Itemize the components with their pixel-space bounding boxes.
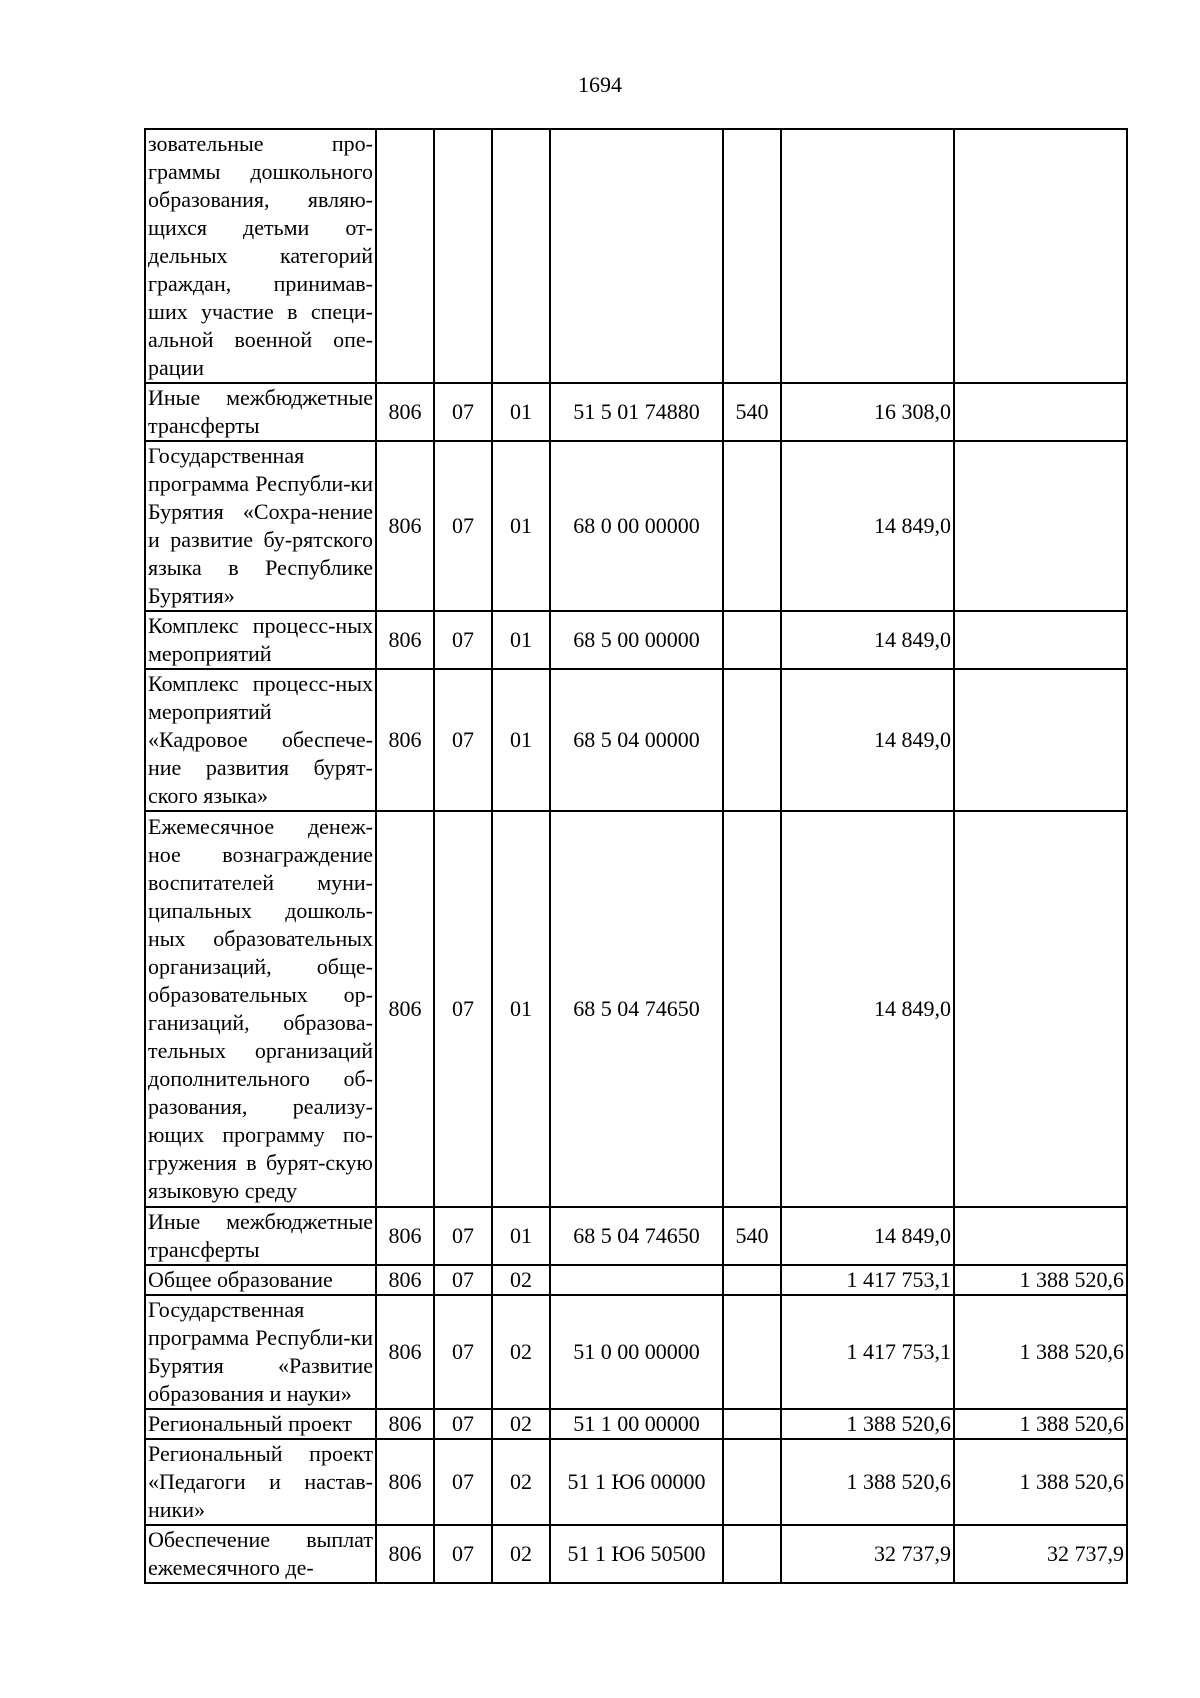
cell-amount-1: 1 417 753,1 bbox=[781, 1295, 954, 1409]
row-name: Государственная программа Республи-ки Бурятия «Сохра-нение и развитие бу-рятского языка в Республике Бурятия» bbox=[145, 441, 376, 611]
cell-podrazdel: 01 bbox=[492, 811, 550, 1207]
cell-ved: 806 bbox=[376, 811, 434, 1207]
cell-podrazdel: 02 bbox=[492, 1409, 550, 1439]
cell-amount-1: 14 849,0 bbox=[781, 811, 954, 1207]
row-name: Региональный проект «Педагоги и настав-ники» bbox=[145, 1439, 376, 1525]
cell-amount-2 bbox=[954, 1207, 1127, 1265]
cell-amount-1 bbox=[781, 129, 954, 383]
cell-amount-2 bbox=[954, 129, 1127, 383]
cell-razdel: 07 bbox=[434, 1409, 492, 1439]
cell-target-article: 51 1 Ю6 00000 bbox=[550, 1439, 723, 1525]
cell-razdel: 07 bbox=[434, 1439, 492, 1525]
cell-target-article: 51 1 Ю6 50500 bbox=[550, 1525, 723, 1583]
cell-razdel: 07 bbox=[434, 383, 492, 441]
cell-ved: 806 bbox=[376, 1409, 434, 1439]
cell-amount-2: 1 388 520,6 bbox=[954, 1265, 1127, 1295]
cell-expense-type bbox=[723, 1295, 781, 1409]
table-row bbox=[145, 1207, 1127, 1265]
cell-target-article bbox=[550, 129, 723, 383]
table-row bbox=[145, 383, 1127, 441]
cell-expense-type bbox=[723, 1265, 781, 1295]
table-row bbox=[145, 129, 1127, 383]
cell-expense-type bbox=[723, 129, 781, 383]
cell-ved: 806 bbox=[376, 1525, 434, 1583]
cell-amount-2: 32 737,9 bbox=[954, 1525, 1127, 1583]
cell-amount-1: 1 388 520,6 bbox=[781, 1409, 954, 1439]
table-row bbox=[145, 441, 1127, 611]
cell-amount-2 bbox=[954, 611, 1127, 669]
row-name: Иные межбюджетные трансферты bbox=[145, 383, 376, 441]
table-row bbox=[145, 1409, 1127, 1439]
cell-amount-2: 1 388 520,6 bbox=[954, 1409, 1127, 1439]
cell-target-article: 68 5 00 00000 bbox=[550, 611, 723, 669]
cell-podrazdel: 02 bbox=[492, 1525, 550, 1583]
cell-amount-1: 1 417 753,1 bbox=[781, 1265, 954, 1295]
cell-expense-type bbox=[723, 1439, 781, 1525]
cell-razdel bbox=[434, 129, 492, 383]
row-name: Обеспечение выплат ежемесячного де- bbox=[145, 1525, 376, 1583]
table-row bbox=[145, 1265, 1127, 1295]
cell-amount-2: 1 388 520,6 bbox=[954, 1295, 1127, 1409]
page-number: 1694 bbox=[578, 72, 622, 97]
cell-podrazdel: 02 bbox=[492, 1265, 550, 1295]
table-row bbox=[145, 1525, 1127, 1583]
cell-amount-2 bbox=[954, 811, 1127, 1207]
cell-target-article: 68 5 04 74650 bbox=[550, 811, 723, 1207]
table-row bbox=[145, 1295, 1127, 1409]
cell-podrazdel: 01 bbox=[492, 611, 550, 669]
cell-podrazdel: 01 bbox=[492, 441, 550, 611]
cell-expense-type bbox=[723, 669, 781, 811]
cell-expense-type bbox=[723, 441, 781, 611]
cell-ved: 806 bbox=[376, 669, 434, 811]
row-name: зовательные про-граммы дошкольного образования, являю-щихся детьми от-дельных категорий граждан, принимав-ших участие в специ-альной военной опе-рации bbox=[145, 129, 376, 383]
cell-podrazdel: 02 bbox=[492, 1439, 550, 1525]
cell-target-article bbox=[550, 1265, 723, 1295]
table-row bbox=[145, 1439, 1127, 1525]
cell-target-article: 51 5 01 74880 bbox=[550, 383, 723, 441]
budget-table bbox=[144, 128, 1128, 1584]
cell-expense-type bbox=[723, 811, 781, 1207]
cell-amount-1: 14 849,0 bbox=[781, 669, 954, 811]
cell-ved: 806 bbox=[376, 1207, 434, 1265]
cell-amount-2 bbox=[954, 669, 1127, 811]
cell-amount-1: 16 308,0 bbox=[781, 383, 954, 441]
table-row bbox=[145, 811, 1127, 1207]
row-name: Ежемесячное денеж-ное вознаграждение воспитателей муни-ципальных дошколь-ных образовательных организаций, обще-образовательных ор-ганизаций, образова-тельных организаций дополнительного об-разования, реализу-ющих программу по-гружения в бурят-скую языковую среду bbox=[145, 811, 376, 1207]
cell-target-article: 68 0 00 00000 bbox=[550, 441, 723, 611]
cell-expense-type bbox=[723, 611, 781, 669]
cell-amount-2 bbox=[954, 383, 1127, 441]
cell-amount-1: 14 849,0 bbox=[781, 441, 954, 611]
cell-target-article: 68 5 04 74650 bbox=[550, 1207, 723, 1265]
row-name: Комплекс процесс-ных мероприятий bbox=[145, 611, 376, 669]
cell-podrazdel: 02 bbox=[492, 1295, 550, 1409]
cell-podrazdel bbox=[492, 129, 550, 383]
table-row bbox=[145, 669, 1127, 811]
cell-podrazdel: 01 bbox=[492, 383, 550, 441]
cell-ved: 806 bbox=[376, 1295, 434, 1409]
row-name: Региональный проект bbox=[145, 1409, 376, 1439]
cell-amount-2: 1 388 520,6 bbox=[954, 1439, 1127, 1525]
cell-razdel: 07 bbox=[434, 1525, 492, 1583]
cell-ved: 806 bbox=[376, 383, 434, 441]
cell-podrazdel: 01 bbox=[492, 1207, 550, 1265]
cell-ved: 806 bbox=[376, 441, 434, 611]
cell-amount-1: 1 388 520,6 bbox=[781, 1439, 954, 1525]
cell-razdel: 07 bbox=[434, 1295, 492, 1409]
cell-ved: 806 bbox=[376, 611, 434, 669]
cell-razdel: 07 bbox=[434, 441, 492, 611]
row-name: Иные межбюджетные трансферты bbox=[145, 1207, 376, 1265]
cell-target-article: 68 5 04 00000 bbox=[550, 669, 723, 811]
cell-expense-type bbox=[723, 1409, 781, 1439]
cell-razdel: 07 bbox=[434, 669, 492, 811]
cell-razdel: 07 bbox=[434, 811, 492, 1207]
table-row bbox=[145, 611, 1127, 669]
cell-target-article: 51 1 00 00000 bbox=[550, 1409, 723, 1439]
row-name: Государственная программа Республи-ки Бурятия «Развитие образования и науки» bbox=[145, 1295, 376, 1409]
cell-ved: 806 bbox=[376, 1439, 434, 1525]
cell-target-article: 51 0 00 00000 bbox=[550, 1295, 723, 1409]
row-name: Общее образование bbox=[145, 1265, 376, 1295]
cell-ved bbox=[376, 129, 434, 383]
cell-razdel: 07 bbox=[434, 611, 492, 669]
cell-expense-type: 540 bbox=[723, 1207, 781, 1265]
cell-razdel: 07 bbox=[434, 1265, 492, 1295]
cell-expense-type: 540 bbox=[723, 383, 781, 441]
cell-expense-type bbox=[723, 1525, 781, 1583]
cell-amount-1: 14 849,0 bbox=[781, 611, 954, 669]
cell-amount-1: 14 849,0 bbox=[781, 1207, 954, 1265]
row-name: Комплекс процесс-ных мероприятий «Кадровое обеспече-ние развития бурят-ского языка» bbox=[145, 669, 376, 811]
cell-ved: 806 bbox=[376, 1265, 434, 1295]
cell-amount-1: 32 737,9 bbox=[781, 1525, 954, 1583]
cell-razdel: 07 bbox=[434, 1207, 492, 1265]
cell-podrazdel: 01 bbox=[492, 669, 550, 811]
cell-amount-2 bbox=[954, 441, 1127, 611]
